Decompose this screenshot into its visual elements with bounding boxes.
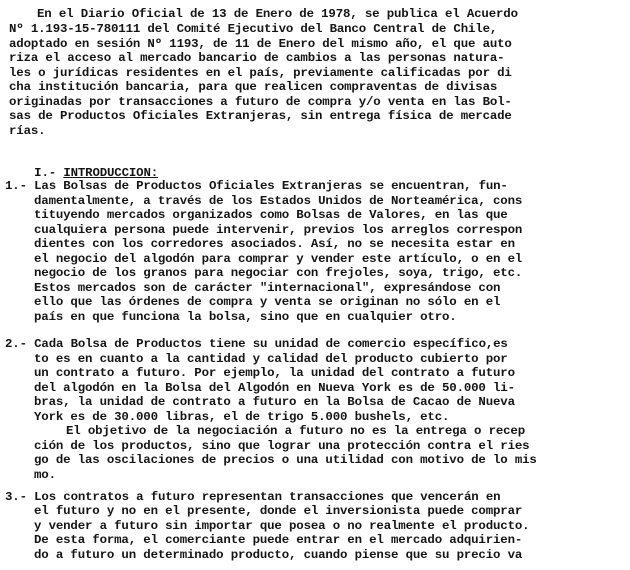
text-line: del algodón en la Bolsa del Algodón en Nueva York es de 50.000 li- — [34, 381, 515, 395]
text-line: un contrato a futuro. Por ejemplo, la unidad del contrato a futuro — [34, 366, 515, 380]
text-line: El objetivo de la negociación a futuro no es la entrega o recep — [66, 424, 525, 438]
text-line: adoptado en sesión Nº 1193, de 11 de Enero del mismo año, el que auto — [9, 37, 512, 51]
text-line: país en que funciona la bolsa, sino que en cualquier otro. — [34, 310, 457, 324]
text-line: to es en cuanto a la cantidad y calidad del producto cubierto por — [34, 352, 508, 366]
text-line: bras, la unidad de contrato a futuro en la Bolsa de Cacao de Nueva — [34, 395, 515, 409]
text-line: ello que las órdenes de compra y venta se originan no sólo en el — [34, 295, 501, 309]
text-line: sas de Productos Oficiales Extranjeras, sin entrega física de mercade — [9, 109, 512, 123]
text-line: do a futuro un determinado producto, cuando piense que su precio va — [34, 548, 523, 562]
text-line: el negocio del algodón para comprar y vender este artículo, o en el — [34, 252, 523, 266]
text-line: y vender a futuro sin importar que posea o no realmente el producto. — [34, 519, 530, 533]
section-number: I.- — [34, 165, 64, 180]
text-line: cualquiera persona puede intervenir, previos los arreglos correspon — [34, 223, 523, 237]
text-line: Nº 1.193-15-780111 del Comité Ejecutivo del Banco Central de Chile, — [9, 22, 498, 36]
text-line: les o jurídicas residentes en el país, previamente calificadas por di — [9, 66, 512, 80]
section-title: INTRODUCCION: — [63, 165, 159, 180]
text-line: tituyendo mercados organizados como Bolsas de Valores, en las que — [34, 208, 508, 222]
text-line: En el Diario Oficial de 13 de Enero de 1978, se publica el Acuerdo — [37, 7, 518, 21]
text-line: Estos mercados son de carácter "internacional", expresándose con — [34, 281, 501, 295]
text-line: 2.- Cada Bolsa de Productos tiene su unidad de comercio específico,es — [5, 337, 508, 351]
text-line: go de las oscilaciones de precios o una utilidad con motivo de lo mis — [34, 453, 537, 467]
text-line: damentalmente, a través de los Estados Unidos de Norteamérica, cons — [34, 194, 523, 208]
text-line: negocio de los granos para negociar con frejoles, soya, trigo, etc. — [34, 266, 523, 280]
section-heading-text — [34, 166, 158, 180]
text-line: York es de 30.000 libras, el de trigo 5.000 bushels, etc. — [34, 410, 450, 424]
text-line: mo. — [34, 468, 56, 482]
text-line: 1.- Las Bolsas de Productos Oficiales Extranjeras se encuentran, fun- — [5, 179, 508, 193]
text-line: ción de los productos, sino que lograr una protección contra el ries — [34, 439, 530, 453]
text-line: cha institución bancaria, para que realicen compraventas de divisas — [9, 80, 498, 94]
text-line: riza el acceso al mercado bancario de cambios a las personas natura- — [9, 51, 505, 65]
text-line: De esta forma, el comerciante puede entrar en el mercado adquirien- — [34, 533, 523, 547]
text-line: el futuro y no en el presente, donde el inversionista puede comprar — [34, 504, 523, 518]
text-line: originadas por transacciones a futuro de compra y/o venta en las Bol- — [9, 95, 512, 109]
text-line: rías. — [9, 124, 46, 138]
text-line: 3.- Los contratos a futuro representan transacciones que vencerán en — [5, 490, 501, 504]
text-line: dientes con los corredores asociados. Así, no se necesita estar en — [34, 237, 515, 251]
